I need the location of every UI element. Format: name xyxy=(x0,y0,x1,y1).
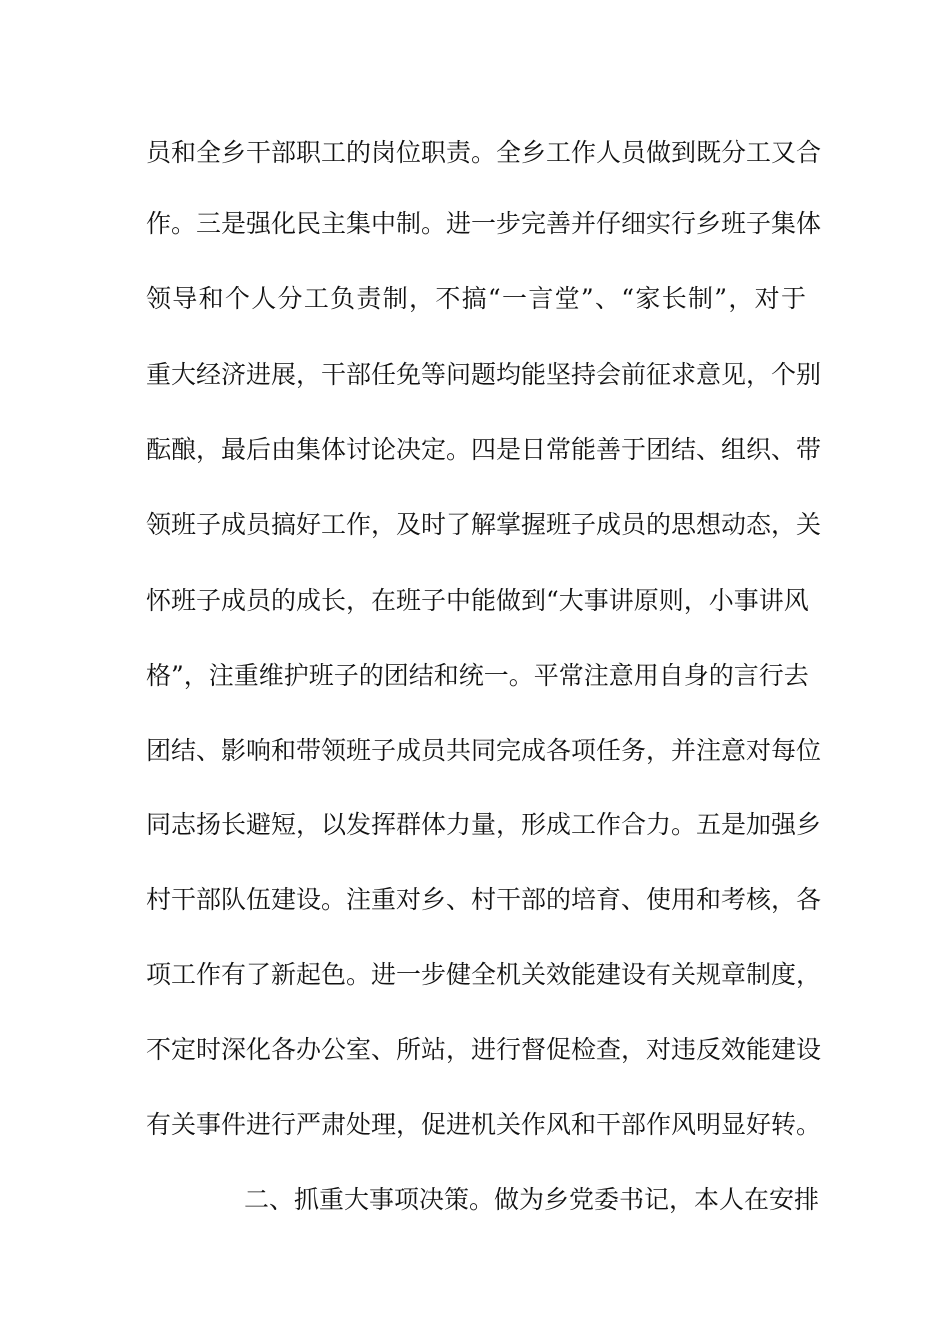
text-line-4: 重大经济进展，干部任免等问题均能坚持会前征求意见，个别 xyxy=(146,360,822,389)
section-heading-line: 二、抓重大事项决策。做为乡党委书记，本人在安排 xyxy=(244,1185,820,1214)
text-line-14: 有关事件进行严肃处理，促进机关作风和干部作风明显好转。 xyxy=(146,1110,822,1139)
text-line-1: 员和全乡干部职工的岗位职责。全乡工作人员做到既分工又合 xyxy=(146,138,822,167)
text-line-2: 作。三是强化民主集中制。进一步完善并仔细实行乡班子集体 xyxy=(146,209,822,238)
text-line-6: 领班子成员搞好工作，及时了解掌握班子成员的思想动态，关 xyxy=(146,510,822,539)
text-line-3: 领导和个人分工负责制，不搞“一言堂”、“家长制”，对于 xyxy=(146,284,806,313)
text-line-12: 项工作有了新起色。进一步健全机关效能建设有关规章制度， xyxy=(146,960,822,989)
text-line-9: 团结、影响和带领班子成员共同完成各项任务，并注意对每位 xyxy=(146,736,822,765)
text-line-13: 不定时深化各办公室、所站，进行督促检查，对违反效能建设 xyxy=(146,1035,822,1064)
text-line-5: 酝酿，最后由集体讨论决定。四是日常能善于团结、组织、带 xyxy=(146,435,822,464)
text-line-8: 格”，注重维护班子的团结和统一。平常注意用自身的言行去 xyxy=(146,661,809,690)
text-line-10: 同志扬长避短，以发挥群体力量，形成工作合力。五是加强乡 xyxy=(146,810,822,839)
text-line-7: 怀班子成员的成长，在班子中能做到“大事讲原则，小事讲风 xyxy=(146,586,809,615)
text-line-11: 村干部队伍建设。注重对乡、村干部的培育、使用和考核，各 xyxy=(146,885,822,914)
